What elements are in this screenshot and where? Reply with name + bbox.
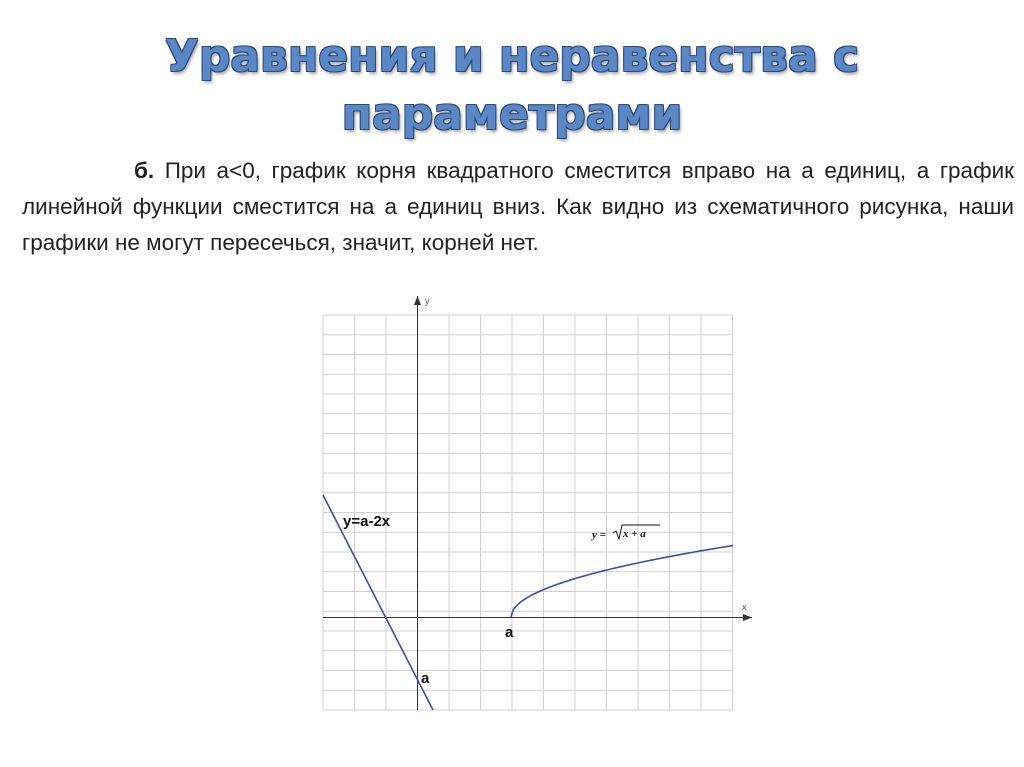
sqrt-label-lhs: y =	[592, 529, 606, 541]
linear-function-label: y=a-2x	[343, 513, 391, 530]
point-a-x-label: a	[505, 624, 514, 641]
y-axis-arrow	[414, 296, 421, 305]
x-axis-arrow	[743, 614, 752, 621]
body-label: б.	[134, 158, 155, 183]
sqrt-function-label	[590, 525, 660, 541]
x-axis-label: x	[742, 602, 747, 612]
sqrt-function-curve	[511, 545, 733, 617]
slide-title-line2: параметрами	[341, 89, 683, 140]
sqrt-label-radicand: x + a	[623, 528, 646, 540]
point-a-y-label: a	[421, 670, 430, 687]
y-axis-label: y	[425, 296, 430, 306]
slide-title-line1: Уравнения и неравенства с	[164, 31, 860, 82]
body-paragraph: При а<0, график корня квадратного сместится вправо на а единиц, а график линейной функции сместится на а единиц вниз. Как видно из схематичного рисунка, наши графики не могут пересечься, значит, корней нет.	[22, 158, 1014, 255]
